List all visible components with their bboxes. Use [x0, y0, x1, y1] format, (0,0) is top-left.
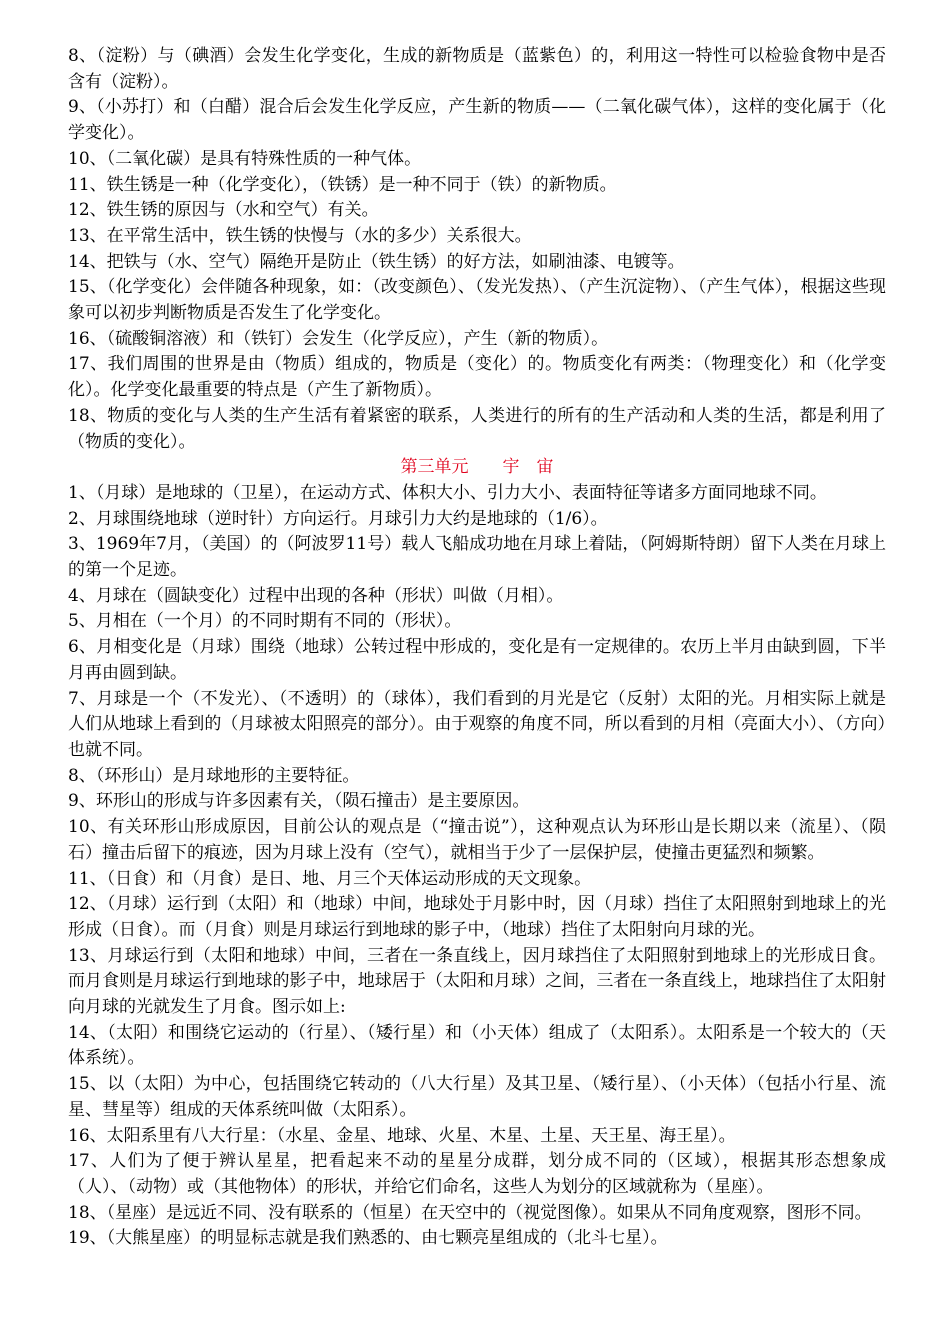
- list-item: 6、月相变化是（月球）围绕（地球）公转过程中形成的，变化是有一定规律的。农历上半月由缺到圆，下半月再由圆到缺。: [68, 637, 886, 683]
- list-item: 14、把铁与（水、空气）隔绝开是防止（铁生锈）的好方法，如刷油漆、电镀等。: [68, 251, 685, 272]
- list-item: 1、（月球）是地球的（卫星），在运动方式、体积大小、引力大小、表面特征等诸多方面同地球不同。: [68, 482, 827, 503]
- list-item: 19、（大熊星座）的明显标志就是我们熟悉的、由七颗亮星组成的（北斗七星）。: [68, 1228, 668, 1249]
- unit-label: 第三单元: [400, 457, 469, 478]
- list-item: 13、在平常生活中，铁生锈的快慢与（水的多少）关系很大。: [68, 225, 532, 246]
- list-item: 16、太阳系里有八大行星：（水星、金星、地球、火星、木星、土星、天王星、海王星）。: [68, 1125, 736, 1146]
- list-item: 8、（淀粉）与（碘酒）会发生化学变化，生成的新物质是（蓝紫色）的，利用这一特性可以检验食物中是否含有（淀粉）。: [68, 46, 886, 92]
- list-item: 10、有关环形山形成原因，目前公认的观点是（“撞击说”），这种观点认为环形山是长期以来（流星）、（陨石）撞击后留下的痕迹，因为月球上没有（空气），就相当于少了一层保护层，使撞击更猛烈和频繁。: [68, 817, 886, 863]
- list-item: 8、（环形山）是月球地形的主要特征。: [68, 765, 360, 786]
- list-item: 9、（小苏打）和（白醋）混合后会发生化学反应，产生新的物质——（二氧化碳气体），这样的变化属于（化学变化）。: [68, 97, 886, 144]
- list-item: 15、以（太阳）为中心，包括围绕它转动的（八大行星）及其卫星、（矮行星）、（小天体）（包括小行星、流星、彗星等）组成的天体系统叫做（太阳系）。: [68, 1074, 886, 1120]
- list-item: 11、（日食）和（月食）是日、地、月三个天体运动形成的天文现象。: [68, 868, 592, 889]
- list-item: 14、（太阳）和围绕它运动的（行星）、（矮行星）和（小天体）组成了（太阳系）。太阳系是一个较大的（天体系统）。: [68, 1022, 886, 1069]
- list-item: 2、月球围绕地球（逆时针）方向运行。月球引力大约是地球的（1/6）。: [68, 508, 608, 529]
- list-item: 15、（化学变化）会伴随各种现象，如：（改变颜色）、（发光发热）、（产生沉淀物）、（产生气体），根据这些现象可以初步判断物质是否发生了化学变化。: [68, 277, 886, 324]
- list-item: 16、（硫酸铜溶液）和（铁钉）会发生（化学反应），产生（新的物质）。: [68, 328, 609, 349]
- list-item: 17、我们周围的世界是由（物质）组成的，物质是（变化）的。物质变化有两类：（物理变化）和（化学变化）。化学变化最重要的特点是（产生了新物质）。: [68, 354, 886, 401]
- unit-title-char: 宙: [536, 457, 554, 478]
- section-material-change: [68, 44, 886, 455]
- list-item: 11、铁生锈是一种（化学变化），（铁锈）是一种不同于（铁）的新物质。: [68, 174, 617, 195]
- list-item: 10、（二氧化碳）是具有特殊性质的一种气体。: [68, 148, 422, 169]
- document-page: [68, 44, 886, 1252]
- unit-heading: [68, 455, 886, 481]
- list-item: 7、月球是一个（不发光）、（不透明）的（球体），我们看到的月光是它（反射）太阳的光。月相实际上就是人们从地球上看到的（月球被太阳照亮的部分）。由于观察的角度不同，所以看到的月相（亮面大小）、（方向）也就不同。: [68, 688, 886, 760]
- list-item: 12、（月球）运行到（太阳）和（地球）中间，地球处于月影中时，因（月球）挡住了太阳照射到地球上的光形成（日食）。而（月食）则是月球运行到地球的影子中，（地球）挡住了太阳射向月球的光。: [68, 894, 886, 940]
- list-item: 12、铁生锈的原因与（水和空气）有关。: [68, 200, 379, 221]
- section-universe: [68, 481, 886, 1252]
- list-item: 3、1969年7月，（美国）的（阿波罗11号）载人飞船成功地在月球上着陆，（阿姆斯特朗）留下人类在月球上的第一个足迹。: [68, 534, 886, 581]
- unit-title-char: 宇: [502, 457, 520, 478]
- list-item: 5、月相在（一个月）的不同时期有不同的（形状）。: [68, 611, 462, 632]
- list-item: 13、月球运行到（太阳和地球）中间，三者在一条直线上，因月球挡住了太阳照射到地球上的光形成日食。而月食则是月球运行到地球的影子中，地球居于（太阳和月球）之间，三者在一条直线上，地球挡住了太阳射向月球的光就发生了月食。图示如上:: [68, 945, 886, 1018]
- list-item: 18、（星座）是远近不同、没有联系的（恒星）在天空中的（视觉图像）。如果从不同角度观察，图形不同。: [68, 1202, 872, 1223]
- list-item: 18、物质的变化与人类的生产生活有着紧密的联系，人类进行的所有的生产活动和人类的生活，都是利用了（物质的变化）。: [68, 405, 886, 452]
- list-item: 4、月球在（圆缺变化）过程中出现的各种（形状）叫做（月相）。: [68, 585, 564, 606]
- list-item: 17、人们为了便于辨认星星，把看起来不动的星星分成群，划分成不同的（区域），根据其形态想象成（人）、（动物）或（其他物体）的形状，并给它们命名，这些人为划分的区域就称为（星座）。: [68, 1151, 886, 1197]
- list-item: 9、环形山的形成与许多因素有关，（陨石撞击）是主要原因。: [68, 791, 530, 812]
